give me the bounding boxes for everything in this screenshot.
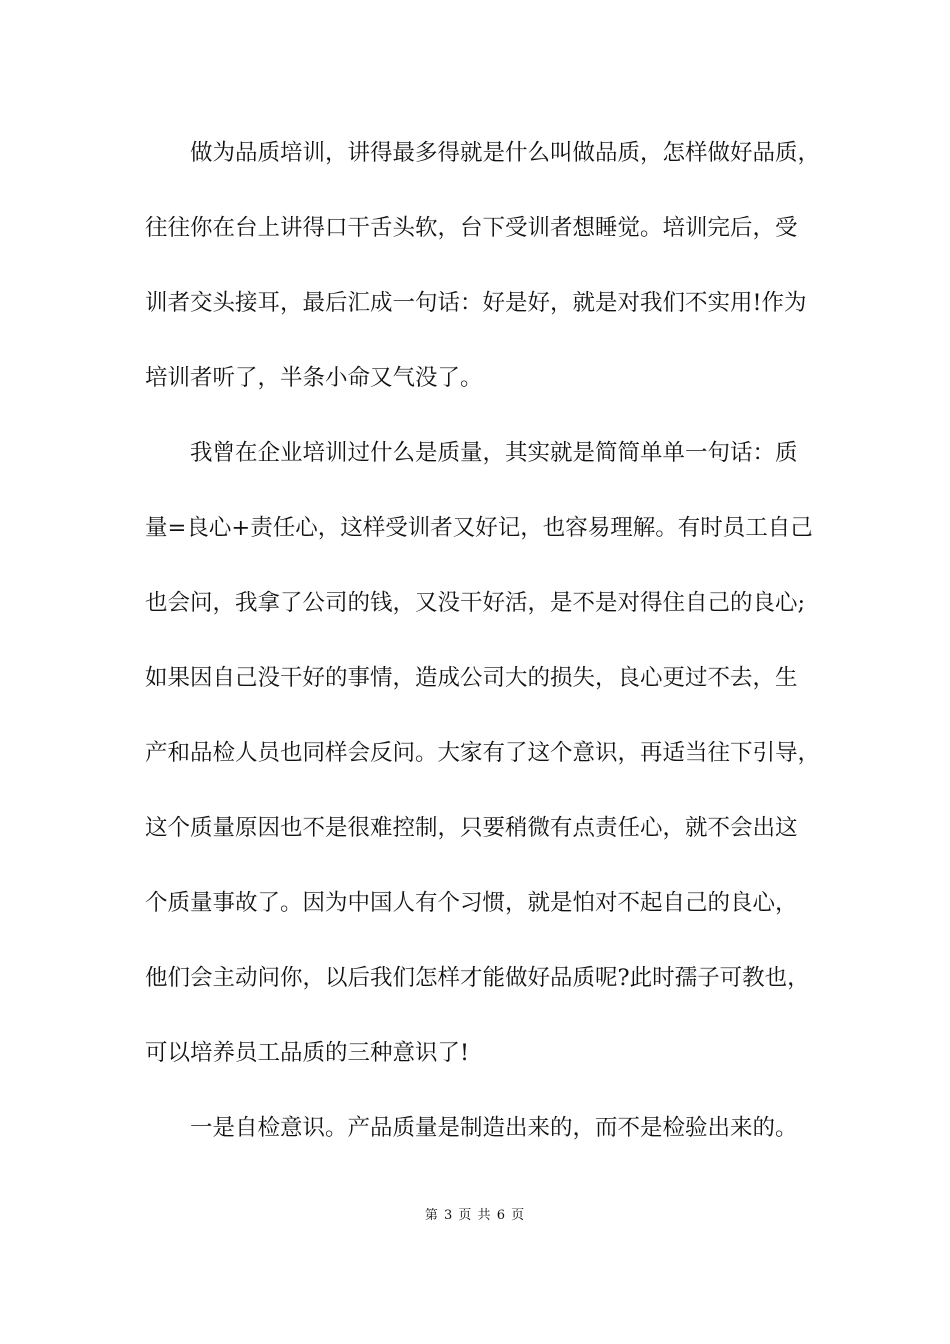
- paragraph-2-line-5: 产和品检人员也同样会反问。大家有了这个意识，再适当往下引导，: [145, 740, 821, 766]
- paragraph-1-line-3: 训者交头接耳，最后汇成一句话：好是好，就是对我们不实用!作为: [145, 290, 807, 316]
- paragraph-2-line-7: 个质量事故了。因为中国人有个习惯，就是怕对不起自己的良心，: [145, 890, 798, 916]
- paragraph-2-line-3: 也会问，我拿了公司的钱，又没干好活，是不是对得住自己的良心;: [145, 590, 806, 616]
- paragraph-2-line-1: 我曾在企业培训过什么是质量，其实就是简简单单一句话：质: [190, 440, 798, 466]
- paragraph-2-line-6: 这个质量原因也不是很难控制，只要稍微有点责任心，就不会出这: [145, 815, 798, 841]
- paragraph-1-line-2: 往往你在台上讲得口干舌头软，台下受训者想睡觉。培训完后，受: [145, 215, 798, 241]
- paragraph-2-line-4: 如果因自己没干好的事情，造成公司大的损失，良心更过不去，生: [145, 665, 798, 691]
- paragraph-2-line-8: 他们会主动问你，以后我们怎样才能做好品质呢?此时孺子可教也，: [145, 965, 810, 991]
- paragraph-3-line-1: 一是自检意识。产品质量是制造出来的，而不是检验出来的。: [190, 1115, 798, 1141]
- paragraph-2-line-9: 可以培养员工品质的三种意识了!: [145, 1040, 470, 1066]
- paragraph-1-line-4: 培训者听了，半条小命又气没了。: [145, 365, 483, 391]
- body-text: [145, 128, 820, 1178]
- paragraph-1-line-1: 做为品质培训，讲得最多得就是什么叫做品质，怎样做好品质，: [190, 140, 821, 166]
- page-footer: 第 3 页 共 6 页: [424, 1208, 526, 1223]
- paragraph-2-line-2: 量=良心+责任心，这样受训者又好记，也容易理解。有时员工自己: [145, 515, 813, 541]
